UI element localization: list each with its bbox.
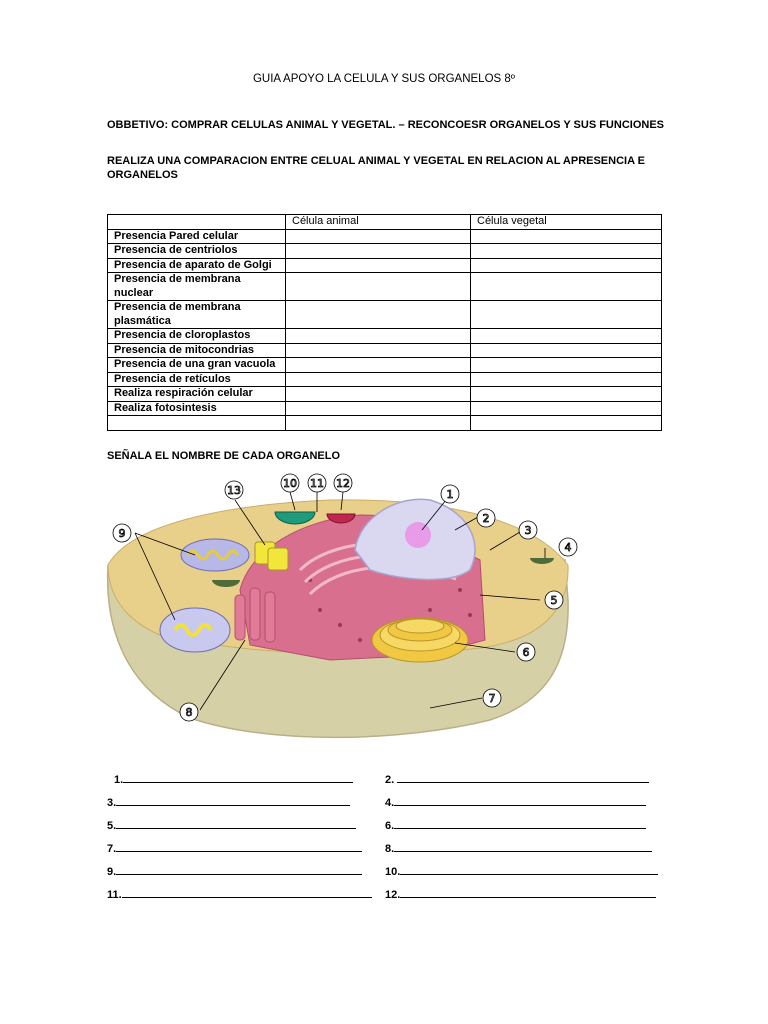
plant-cell-answer[interactable] [471,372,662,387]
table-row [108,372,662,387]
table-header-row [108,215,662,230]
answer-number: 10. [385,866,401,878]
plant-cell-answer[interactable] [471,273,662,301]
table-row [108,329,662,344]
answer-item-1 [114,772,353,786]
animal-cell-answer[interactable] [286,273,471,301]
plant-cell-answer[interactable] [471,329,662,344]
callout-13: 13 [227,484,241,497]
row-label: Presencia de mitocondrias [108,343,286,358]
answer-number: 8. [385,843,395,855]
animal-cell-answer[interactable] [286,387,471,402]
mitochondrion-top [181,539,249,571]
answer-line[interactable] [116,795,350,806]
plant-cell-answer[interactable] [471,244,662,259]
table-header-cell [108,215,286,230]
callout-10: 10 [283,477,297,490]
table-row [108,301,662,329]
answer-item-2 [385,772,649,786]
plant-cell-answer[interactable] [471,229,662,244]
row-label: Presencia de centriolos [108,244,286,259]
answer-line[interactable] [397,772,649,783]
answer-item-10 [385,864,658,878]
answer-line[interactable] [400,864,658,875]
section-title: SEÑALA EL NOMBRE DE CADA ORGANELO [107,450,341,462]
callout-6: 6 [522,646,530,659]
row-label: Presencia de aparato de Golgi [108,258,286,273]
table-row [108,401,662,416]
callout-3: 3 [524,524,532,537]
callout-7: 7 [488,692,496,705]
callout-1: 1 [446,488,454,501]
row-label: Presencia Pared celular [108,229,286,244]
comparison-table [107,214,662,431]
answer-item-12 [385,887,656,901]
answer-item-5 [107,818,356,832]
row-label: Presencia de membrana nuclear [108,273,286,301]
table-row [108,229,662,244]
row-label: Realiza respiración celular [108,387,286,402]
animal-cell-answer[interactable] [286,416,471,431]
table-header-cell: Célula animal [286,215,471,230]
answer-item-8 [385,841,652,855]
plant-cell-answer[interactable] [471,343,662,358]
page-title: GUIA APOYO LA CELULA Y SUS ORGANELOS 8º [252,73,515,85]
callout-9: 9 [118,527,126,540]
plant-cell-answer[interactable] [471,301,662,329]
answer-line[interactable] [123,772,353,783]
answer-line[interactable] [400,887,656,898]
answer-item-7 [107,841,362,855]
callout-12: 12 [336,477,350,490]
answer-number: 11. [107,889,122,901]
animal-cell-answer[interactable] [286,343,471,358]
callout-5: 5 [550,594,558,607]
answer-line[interactable] [394,841,652,852]
table-row [108,343,662,358]
answer-number: 6. [385,820,395,832]
callout-2: 2 [482,512,490,525]
answer-item-9 [107,864,362,878]
callout-8: 8 [185,706,193,719]
answer-line[interactable] [116,818,356,829]
animal-cell-answer[interactable] [286,244,471,259]
plant-cell-answer[interactable] [471,258,662,273]
callout-4: 4 [564,541,572,554]
instruction-text: REALIZA UNA COMPARACION ENTRE CELUAL ANIMAL Y VEGETAL EN RELACION AL APRESENCIA E ORGANELOS [107,155,646,181]
row-label: Presencia de cloroplastos [108,329,286,344]
animal-cell-answer[interactable] [286,301,471,329]
plant-cell-answer[interactable] [471,401,662,416]
row-label: Presencia de retículos [108,372,286,387]
row-label: Presencia de membrana plasmática [108,301,286,329]
answer-number: 3. [107,797,117,809]
answer-item-6 [385,818,646,832]
golgi-apparatus [372,618,468,662]
animal-cell-answer[interactable] [286,258,471,273]
answer-line[interactable] [394,818,646,829]
answer-number: 2. [385,774,398,786]
answer-line[interactable] [116,864,362,875]
table-row [108,273,662,301]
answer-item-11 [107,887,372,901]
answer-number: 1. [114,774,124,786]
callout-11: 11 [310,477,324,490]
table-row [108,258,662,273]
plant-cell-answer[interactable] [471,387,662,402]
table-row [108,244,662,259]
answer-number: 5. [107,820,117,832]
row-label [108,416,286,431]
row-label: Realiza fotosintesis [108,401,286,416]
row-label: Presencia de una gran vacuola [108,358,286,373]
table-row [108,387,662,402]
animal-cell-answer[interactable] [286,358,471,373]
animal-cell-answer[interactable] [286,401,471,416]
plant-cell-answer[interactable] [471,358,662,373]
answer-item-3 [107,795,350,809]
table-header-cell: Célula vegetal [471,215,662,230]
animal-cell-answer[interactable] [286,229,471,244]
answer-item-4 [385,795,646,809]
table-row [108,358,662,373]
table-row [108,416,662,431]
answer-line[interactable] [122,887,372,898]
answer-number: 9. [107,866,117,878]
cell-diagram [100,470,580,745]
answer-number: 4. [385,797,395,809]
answer-number: 7. [107,843,117,855]
plant-cell-answer[interactable] [471,416,662,431]
nucleolus [405,522,431,548]
mitochondrion-bottom [160,608,230,652]
animal-cell-answer[interactable] [286,372,471,387]
answer-number: 12. [385,889,401,901]
answer-line[interactable] [394,795,646,806]
answer-line[interactable] [116,841,362,852]
animal-cell-answer[interactable] [286,329,471,344]
objective-text: OBBETIVO: COMPRAR CELULAS ANIMAL Y VEGETAL. – RECONCOESR ORGANELOS Y SUS FUNCIONES [107,119,664,131]
